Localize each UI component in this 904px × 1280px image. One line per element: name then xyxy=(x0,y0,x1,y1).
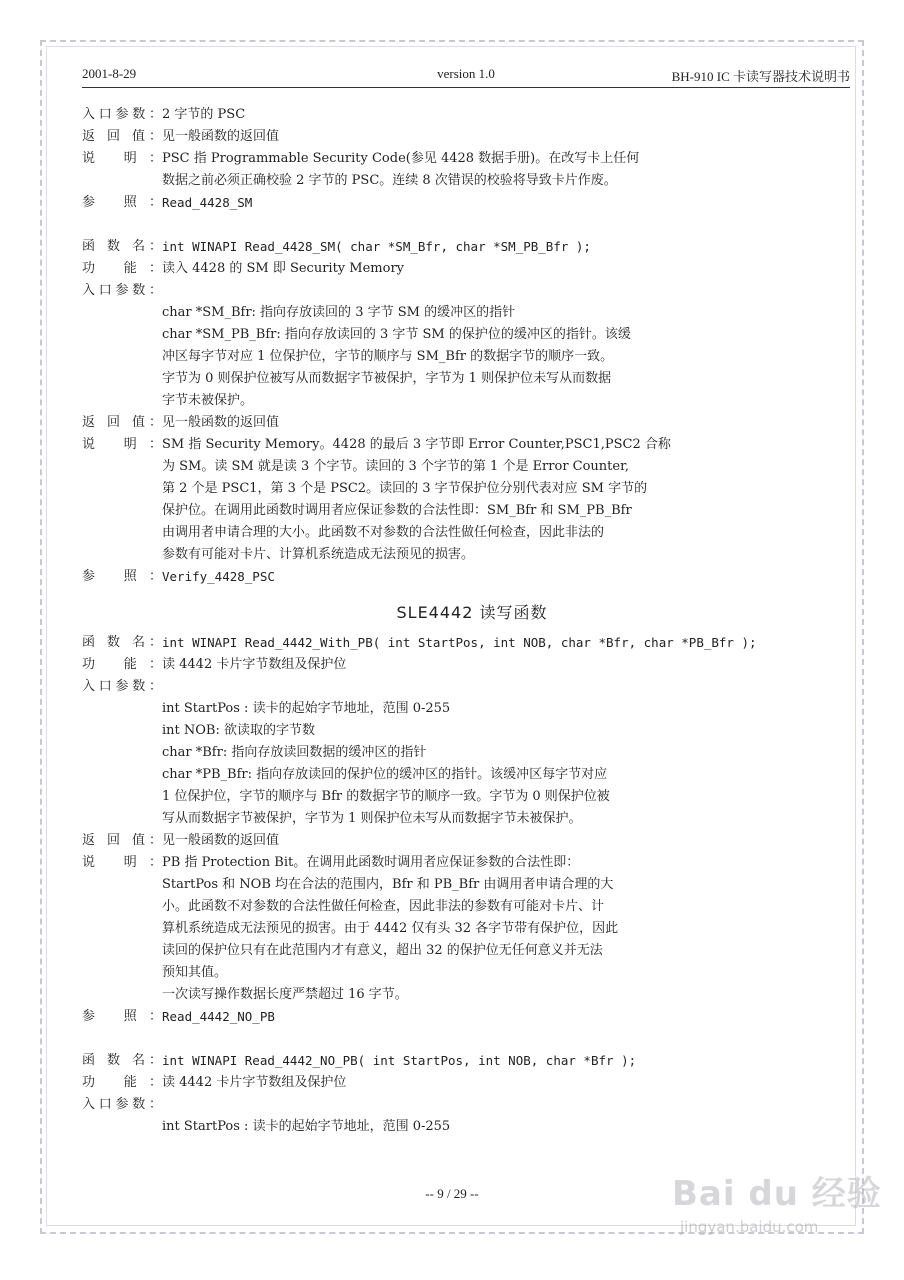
param-line: int NOB: 欲读取的字节数 xyxy=(162,723,315,738)
desc-line: 由调用者申请合理的大小。此函数不对参数的合法性做任何检查，因此非法的 xyxy=(162,525,605,540)
ref-text: Read_4428_SM xyxy=(162,195,253,210)
return-text: 见一般函数的返回值 xyxy=(162,129,280,144)
func-row xyxy=(82,236,862,258)
entry-label: 入口参数： xyxy=(82,107,162,122)
func-signature: int WINAPI Read_4442_NO_PB( int StartPos, int NOB, char *Bfr ); xyxy=(162,1053,637,1068)
feature-row xyxy=(82,258,862,280)
func-row xyxy=(82,1050,862,1072)
feature-text: 读入 4428 的 SM 即 Security Memory xyxy=(162,261,405,276)
desc-line: 为 SM。读 SM 就是读 3 个字节。读回的 3 个字节的第 1 个是 Error Counter, xyxy=(162,459,630,474)
feature-row xyxy=(82,654,862,676)
header-date: 2001-8-29 xyxy=(82,66,137,81)
return-row xyxy=(82,412,862,434)
return-label: 返 回 值： xyxy=(82,415,162,430)
func-signature: int WINAPI Read_4428_SM( char *SM_Bfr, char *SM_PB_Bfr ); xyxy=(162,239,591,254)
entry-row xyxy=(82,280,862,302)
return-row xyxy=(82,126,862,148)
watermark-url: jingyan.baidu.com xyxy=(680,1218,819,1236)
return-label: 返 回 值： xyxy=(82,129,162,144)
ref-label: 参 照： xyxy=(82,1009,162,1024)
feature-label: 功 能： xyxy=(82,657,162,672)
ref-row xyxy=(82,192,862,214)
param-line: 写从而数据字节被保护，字节为 1 则保护位未写从而数据字节未被保护。 xyxy=(162,811,582,826)
entry-row xyxy=(82,1094,862,1116)
desc-label: 说 明： xyxy=(82,437,162,452)
return-text: 见一般函数的返回值 xyxy=(162,833,280,848)
entry-label: 入口参数： xyxy=(82,1097,162,1112)
header-rule xyxy=(82,87,850,88)
desc-row xyxy=(82,148,862,170)
param-line: char *PB_Bfr: 指向存放读回的保护位的缓冲区的指针。该缓冲区每字节对应 xyxy=(162,767,608,782)
feature-label: 功 能： xyxy=(82,1075,162,1090)
feature-row xyxy=(82,1072,862,1094)
param-line: 冲区每字节对应 1 位保护位，字节的顺序与 SM_Bfr 的数据字节的顺序一致。 xyxy=(162,349,614,364)
param-line: char *Bfr: 指向存放读回数据的缓冲区的指针 xyxy=(162,745,427,760)
feature-text: 读 4442 卡片字节数组及保护位 xyxy=(162,657,347,672)
entry-label: 入口参数： xyxy=(82,283,162,298)
return-label: 返 回 值： xyxy=(82,833,162,848)
page-number: -- 9 / 29 -- xyxy=(425,1186,479,1201)
func-label: 函 数 名： xyxy=(82,1053,162,1068)
param-line: char *SM_Bfr: 指向存放读回的 3 字节 SM 的缓冲区的指针 xyxy=(162,305,516,320)
desc-line: 读回的保护位只有在此范围内才有意义，超出 32 的保护位无任何意义并无法 xyxy=(162,943,603,958)
desc-line: 预知其值。 xyxy=(162,965,228,980)
func-signature: int WINAPI Read_4442_With_PB( int StartPos, int NOB, char *Bfr, char *PB_Bfr ); xyxy=(162,635,757,650)
desc-label: 说 明： xyxy=(82,151,162,166)
desc-label: 说 明： xyxy=(82,855,162,870)
ref-text: Verify_4428_PSC xyxy=(162,569,275,584)
desc-line: 保护位。在调用此函数时调用者应保证参数的合法性即：SM_Bfr 和 SM_PB_Bfr xyxy=(162,503,632,518)
param-line: char *SM_PB_Bfr: 指向存放读回的 3 字节 SM 的保护位的缓冲区的指针。该缓 xyxy=(162,327,631,342)
desc-line: StartPos 和 NOB 均在合法的范围内，Bfr 和 PB_Bfr 由调用者申请合理的大 xyxy=(162,877,614,892)
func-row xyxy=(82,632,862,654)
ref-row xyxy=(82,1006,862,1028)
desc-row xyxy=(82,434,862,456)
param-line: int StartPos : 读卡的起始字节地址，范围 0-255 xyxy=(162,1119,451,1134)
param-line: 字节未被保护。 xyxy=(162,393,254,408)
entry-text: 2 字节的 PSC xyxy=(162,107,246,122)
desc-line: 参数有可能对卡片、计算机系统造成无法预见的损害。 xyxy=(162,547,475,562)
func-label: 函 数 名： xyxy=(82,239,162,254)
watermark-logo: Bai du 经验 xyxy=(672,1174,882,1214)
page-header xyxy=(82,66,850,86)
entry-row xyxy=(82,676,862,698)
return-text: 见一般函数的返回值 xyxy=(162,415,280,430)
section-title: SLE4442 读写函数 xyxy=(396,603,548,622)
func-label: 函 数 名： xyxy=(82,635,162,650)
desc-line: 数据之前必须正确校验 2 字节的 PSC。连续 8 次错误的校验将导致卡片作废。 xyxy=(162,173,617,188)
header-version: version 1.0 xyxy=(437,66,495,81)
desc-line: PB 指 Protection Bit。在调用此函数时调用者应保证参数的合法性即： xyxy=(162,855,580,870)
desc-line: 一次读写操作数据长度严禁超过 16 字节。 xyxy=(162,987,408,1002)
desc-line: 小。此函数不对参数的合法性做任何检查，因此非法的参数有可能对卡片、计 xyxy=(162,899,605,914)
param-line: 字节为 0 则保护位被写从而数据字节被保护，字节为 1 则保护位未写从而数据 xyxy=(162,371,612,386)
entry-row xyxy=(82,104,862,126)
feature-text: 读 4442 卡片字节数组及保护位 xyxy=(162,1075,347,1090)
desc-line: 第 2 个是 PSC1，第 3 个是 PSC2。读回的 3 字节保护位分别代表对应 SM 字节的 xyxy=(162,481,648,496)
ref-label: 参 照： xyxy=(82,569,162,584)
ref-row xyxy=(82,566,862,588)
feature-label: 功 能： xyxy=(82,261,162,276)
entry-label: 入口参数： xyxy=(82,679,162,694)
desc-row xyxy=(82,852,862,874)
desc-line: SM 指 Security Memory。4428 的最后 3 字节即 Error Counter,PSC1,PSC2 合称 xyxy=(162,437,671,452)
return-row xyxy=(82,830,862,852)
header-title: BH-910 IC 卡读写器技术说明书 xyxy=(671,69,850,84)
document-body xyxy=(82,104,862,1138)
desc-line: 算机系统造成无法预见的损害。由于 4442 仅有头 32 各字节带有保护位，因此 xyxy=(162,921,619,936)
param-line: 1 位保护位，字节的顺序与 Bfr 的数据字节的顺序一致。字节为 0 则保护位被 xyxy=(162,789,610,804)
desc-line: PSC 指 Programmable Security Code(参见 4428 数据手册)。在改写卡上任何 xyxy=(162,151,640,166)
ref-text: Read_4442_NO_PB xyxy=(162,1009,275,1024)
ref-label: 参 照： xyxy=(82,195,162,210)
param-line: int StartPos : 读卡的起始字节地址，范围 0-255 xyxy=(162,701,451,716)
